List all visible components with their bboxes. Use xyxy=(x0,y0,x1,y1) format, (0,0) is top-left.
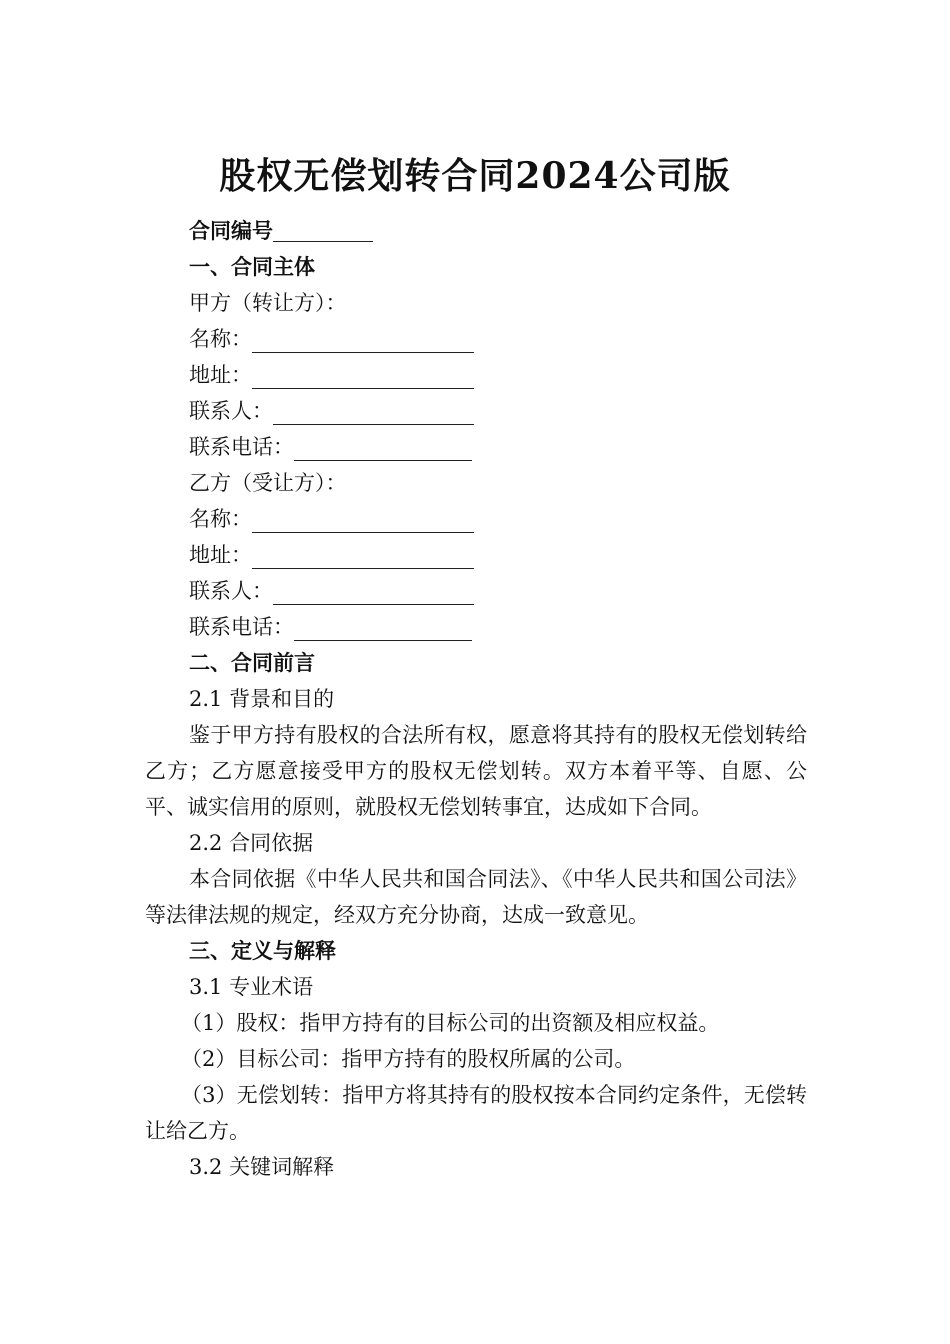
subsection-2-1-text: 鉴于甲方持有股权的合法所有权，愿意将其持有的股权无偿划转给乙方；乙方愿意接受甲方的股权无偿划转。双方本着平等、自愿、公平、诚实信用的原则，就股权无偿划转事宜，达成如下合同。 xyxy=(145,723,807,819)
blank-line xyxy=(273,398,474,425)
field-label: 联系电话： xyxy=(189,615,294,639)
blank-line xyxy=(294,614,472,641)
party-b-heading: 乙方（受让方）： xyxy=(189,471,347,495)
party-b-name-field xyxy=(145,501,807,537)
field-label: 联系电话： xyxy=(189,435,294,459)
field-label: 地址： xyxy=(189,363,252,387)
party-b-contact-field xyxy=(145,573,807,609)
party-a-heading: 甲方（转让方）： xyxy=(189,291,347,315)
contract-number-blank xyxy=(273,219,373,242)
subsection-3-2-title: 3.2 关键词解释 xyxy=(189,1155,335,1179)
field-label: 联系人： xyxy=(189,579,273,603)
section-1-heading: 一、合同主体 xyxy=(189,254,315,279)
field-label: 名称： xyxy=(189,507,252,531)
party-a-contact-field xyxy=(145,393,807,429)
blank-line xyxy=(252,362,474,389)
term-1: （1）股权：指甲方持有的目标公司的出资额及相应权益。 xyxy=(181,1011,720,1035)
blank-line xyxy=(273,578,474,605)
party-a-phone-field xyxy=(145,429,807,465)
blank-line xyxy=(252,506,474,533)
blank-line xyxy=(252,326,474,353)
subsection-2-2-text: 本合同依据《中华人民共和国合同法》、《中华人民共和国公司法》等法律法规的规定，经双方充分协商，达成一致意见。 xyxy=(145,867,807,927)
party-a-name-field xyxy=(145,321,807,357)
field-label: 名称： xyxy=(189,327,252,351)
subsection-2-1-title: 2.1 背景和目的 xyxy=(189,687,335,711)
term-3: （3）无偿划转：指甲方将其持有的股权按本合同约定条件，无偿转让给乙方。 xyxy=(145,1083,807,1143)
party-a-address-field xyxy=(145,357,807,393)
contract-number-line xyxy=(145,213,807,249)
section-2-heading: 二、合同前言 xyxy=(189,650,315,675)
party-b-phone-field xyxy=(145,609,807,645)
field-label: 地址： xyxy=(189,543,252,567)
blank-line xyxy=(252,542,474,569)
subsection-2-2-title: 2.2 合同依据 xyxy=(189,831,314,855)
document-body xyxy=(145,213,807,1185)
blank-line xyxy=(294,434,472,461)
term-2: （2）目标公司：指甲方持有的股权所属的公司。 xyxy=(181,1047,636,1071)
contract-number-label: 合同编号 xyxy=(189,218,273,243)
section-3-heading: 三、定义与解释 xyxy=(189,938,336,963)
subsection-3-1-title: 3.1 专业术语 xyxy=(189,975,314,999)
document-title: 股权无偿划转合同2024公司版 xyxy=(219,155,731,197)
field-label: 联系人： xyxy=(189,399,273,423)
party-b-address-field xyxy=(145,537,807,573)
